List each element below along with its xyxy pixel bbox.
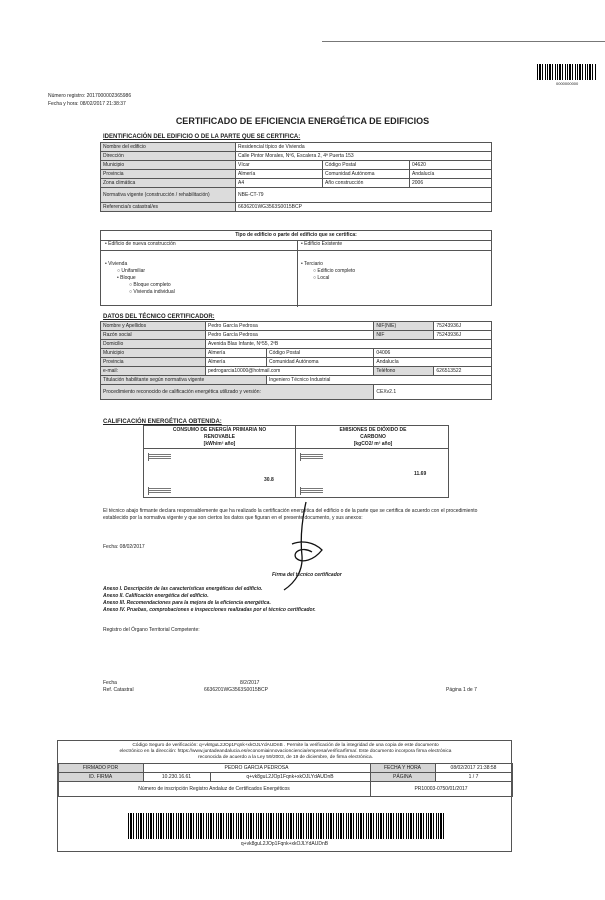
- calificacion-box: [143, 425, 449, 498]
- value: pedrogarcia10000@hotmail.com: [206, 367, 374, 376]
- value: 08/02/2017 21:38:58: [435, 764, 512, 773]
- emisiones-value: 11.69: [414, 471, 427, 477]
- consumo-heading: [144, 427, 295, 448]
- label: Procedimiento reconocido de calificación energética utilizado y versión:: [101, 385, 374, 400]
- footer-ref: 6636201WG3563S0015BCP: [204, 687, 268, 693]
- value: Vícar: [236, 161, 323, 170]
- divider: [101, 250, 491, 251]
- identificacion-table: [100, 142, 492, 212]
- declaracion-text: El técnico abajo firmante declara responsablemente que ha realizado la certificación energética del edificio o de la parte que se certifica de acuerdo con el procedimiento establecido por la normativa vigente y que son ciertos los datos que figuran en el presente documento, y sus anexos:: [103, 508, 478, 521]
- fecha-hora-registro: Fecha y hora: 08/02/2017 21:38:37: [48, 101, 126, 107]
- value: 75243936J: [434, 322, 492, 331]
- value: CEXv2.1: [374, 385, 492, 400]
- label: Domicilio: [101, 340, 206, 349]
- anexo-1: Anexo I. Descripción de las características energéticas del edificio.: [103, 586, 263, 592]
- firma-label: Firma del técnico certificador: [272, 572, 342, 578]
- label: e-mail:: [101, 367, 206, 376]
- label: Número de inscripción Registro Andaluz de Certificados Energéticos: [58, 782, 370, 797]
- label: ID. FIRMA: [58, 773, 143, 782]
- value: Calle Pintor Morales, Nº6, Escalera 2, 4ª Puerta 153: [236, 152, 492, 161]
- label: Año construcción: [323, 179, 410, 188]
- divider: [144, 448, 448, 449]
- label: Nombre y Apellidos: [101, 322, 206, 331]
- anexos-list: [103, 586, 316, 614]
- consumo-unit: [kWh/m² año]: [203, 441, 236, 447]
- fecha-firma: Fecha: 08/02/2017: [103, 544, 145, 550]
- value: Residencial típico de Vivienda: [236, 143, 492, 152]
- emisiones-unit: [kgCO2/ m² año]: [353, 441, 393, 447]
- terciario-option: • Terciario: [301, 261, 323, 267]
- value: 2006: [410, 179, 492, 188]
- label: PÁGINA: [370, 773, 435, 782]
- label: Zona climática: [101, 179, 236, 188]
- divider: [297, 250, 298, 307]
- value: Ingeniero Técnico Industrial: [267, 376, 492, 385]
- value: PEDRO GARCIA PEDROSA: [143, 764, 370, 773]
- value: Almería: [206, 358, 267, 367]
- label: Comunidad Autónoma: [323, 170, 410, 179]
- anexo-4: Anexo IV. Pruebas, comprobaciones e inspecciones realizadas por el técnico certificador.: [103, 607, 316, 613]
- footer-fecha: 8/2/2017: [240, 680, 260, 686]
- header-barcode-code: 0000000000: [556, 81, 579, 86]
- emisiones-heading: [296, 427, 450, 448]
- label: Nombre del edificio: [101, 143, 236, 152]
- verification-text: [61, 743, 510, 761]
- value: 6636201WG3563S0015BCP: [236, 203, 492, 212]
- top-rule: [322, 41, 605, 42]
- footer-ref-label: Ref. Catastral: [103, 687, 134, 693]
- label: Razón social: [101, 331, 206, 340]
- verification-table: [58, 763, 513, 797]
- value: Andalucía: [374, 358, 492, 367]
- label: NIF(NIE): [374, 322, 434, 331]
- emisiones-scale: [300, 453, 323, 461]
- numero-registro: Número registro: 2017000002365986: [48, 93, 132, 99]
- value: Pedro García Pedrosa: [206, 322, 374, 331]
- document-title: CERTIFICADO DE EFICIENCIA ENERGÉTICA DE EDIFICIOS: [175, 116, 430, 126]
- verification-barcode-text: q+vk8guL2JOp1Fqnk+xkOJLYdAUDnB: [240, 841, 329, 847]
- label: Normativa vigente (construcción / rehabilitación): [101, 188, 236, 203]
- label: Código Postal: [323, 161, 410, 170]
- divider: [297, 240, 298, 250]
- value: 04006: [374, 349, 492, 358]
- label: Código Postal: [267, 349, 374, 358]
- label: Teléfono: [374, 367, 434, 376]
- nuevo-option: • Edificio de nueva construcción: [105, 241, 176, 247]
- footer-pagina: Página 1 de 7: [446, 687, 477, 693]
- value: NBE-CT-79: [236, 188, 492, 203]
- value: 75243936J: [434, 331, 492, 340]
- label: NIF: [374, 331, 434, 340]
- bloque-completo-option: ○ Bloque completo: [129, 282, 171, 288]
- verification-line-2: electrónico en la dirección: https://www.juntadeandalucia.es/economiainnovacionciencia/empresa/verificarfirma/. Este documento incorpora firma electrónica: [119, 749, 452, 754]
- tipo-heading: Tipo de edificio o parte del edificio que se certifica:: [235, 232, 357, 238]
- label: FECHA Y HORA: [370, 764, 435, 773]
- header-barcode: [537, 64, 597, 80]
- verification-line-3: reconocida de acuerdo a la Ley 59/2003, de 19 de diciembre, de firma electrónica.: [198, 755, 373, 760]
- verification-barcode: [128, 813, 444, 839]
- value: q+vk8guL2JOp1Fqnk+xkOJLYdAUDnB: [210, 773, 370, 782]
- tecnico-table: [100, 321, 492, 400]
- signature-image: [262, 500, 342, 596]
- identificacion-heading: IDENTIFICACIÓN DEL EDIFICIO O DE LA PARTE QUE SE CERTIFICA:: [103, 134, 301, 140]
- anexo-2: Anexo II. Calificación energética del edificio.: [103, 593, 209, 599]
- value: PR10003-0750/01/2017: [370, 782, 512, 797]
- anexo-3: Anexo III. Recomendaciones para la mejora de la eficiencia energética.: [103, 600, 271, 606]
- value: Avenida Blas Infante, Nº55, 2ºB: [206, 340, 492, 349]
- label: Titulación habilitante según normativa vigente: [101, 376, 267, 385]
- existente-option: • Edificio Existente: [301, 241, 343, 247]
- local-option: ○ Local: [313, 275, 330, 281]
- value: Almería: [236, 170, 323, 179]
- label: Municipio: [101, 349, 206, 358]
- vivienda-option: • Vivienda: [105, 261, 128, 267]
- label: FIRMADO POR: [58, 764, 143, 773]
- value: Pedro García Pedrosa: [206, 331, 374, 340]
- consumo-scale: [148, 453, 171, 461]
- label: Comunidad Autónoma: [267, 358, 374, 367]
- value: 1 / 7: [435, 773, 512, 782]
- consumo-scale-bottom: [148, 487, 171, 495]
- edificio-completo-option: ○ Edificio completo: [313, 268, 356, 274]
- label: Provincia: [101, 170, 236, 179]
- registro-organo: Registro del Órgano Territorial Competente:: [103, 627, 200, 633]
- unifamiliar-option: ○ Unifamiliar: [117, 268, 146, 274]
- emisiones-scale-bottom: [300, 487, 323, 495]
- footer-fecha-label: Fecha: [103, 680, 117, 686]
- verification-line-1: Código Seguro de verificación: q+vk8guL2JOp1Fqnk+xkOJLYdAUDnB . Permite la verificación de la integridad de una copia de este documento: [132, 743, 439, 748]
- label: Municipio: [101, 161, 236, 170]
- verification-block: [57, 740, 512, 852]
- value: 10.230.16.61: [143, 773, 210, 782]
- label: Dirección: [101, 152, 236, 161]
- emisiones-title: EMISIONES DE DIÓXIDO DE CARBONO: [339, 427, 407, 440]
- vivienda-individual-option: ○ Vivienda individual: [129, 289, 175, 295]
- consumo-title: CONSUMO DE ENERGÍA PRIMARIA NO RENOVABLE: [172, 427, 267, 440]
- consumo-value: 30.8: [264, 477, 274, 483]
- calificacion-heading: CALIFICACIÓN ENERGÉTICA OBTENIDA:: [103, 419, 222, 425]
- value: A4: [236, 179, 323, 188]
- label: Referencia/s catastral/es: [101, 203, 236, 212]
- value: Andalucía: [410, 170, 492, 179]
- value: 626513522: [434, 367, 492, 376]
- bloque-option: • Bloque: [117, 275, 136, 281]
- label: Provincia: [101, 358, 206, 367]
- value: 04620: [410, 161, 492, 170]
- tecnico-heading: DATOS DEL TÉCNICO CERTIFICADOR:: [103, 314, 215, 320]
- value: Almería: [206, 349, 267, 358]
- tipo-edificio-box: [100, 230, 492, 306]
